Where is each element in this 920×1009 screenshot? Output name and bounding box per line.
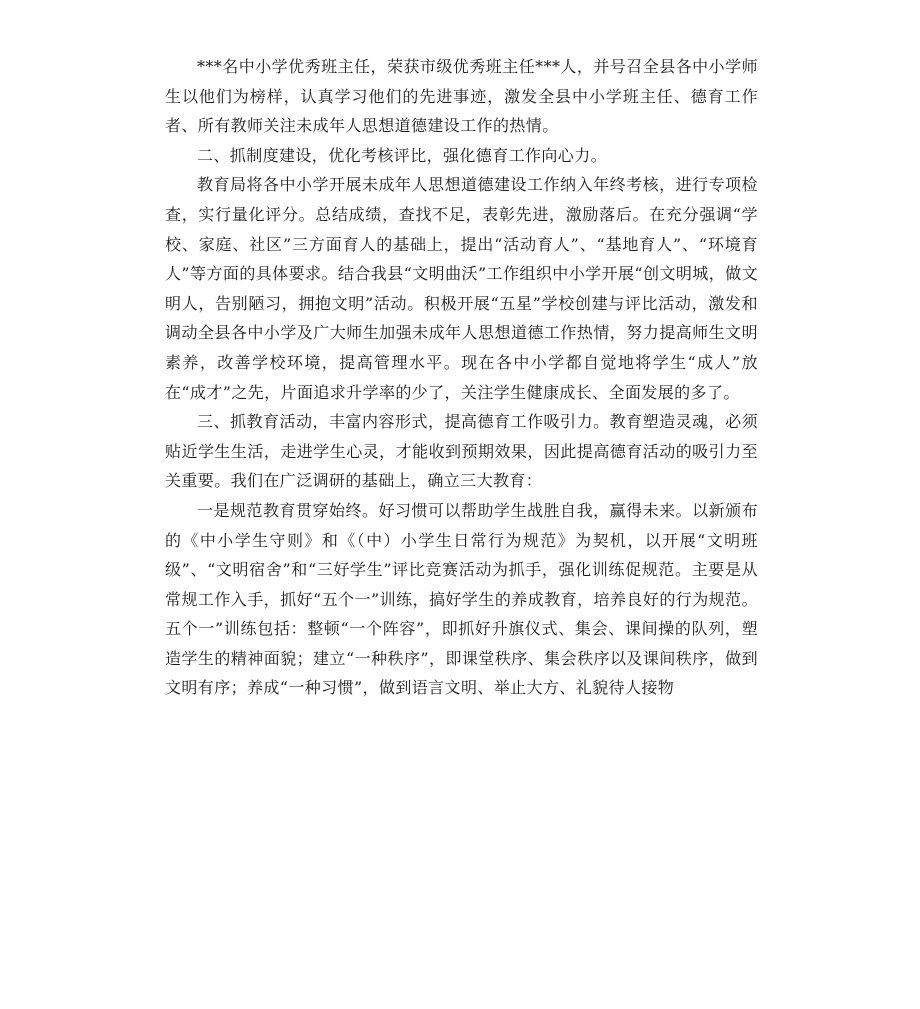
section-heading-three: 三、抓教育活动，丰富内容形式，提高德育工作吸引力。教育塑造灵魂，必须贴近学生生活，走进学生心灵，才能收到预期效果，因此提高德育活动的吸引力至关重要。我们在广泛调研的基础上，确立三大教育： (165, 412, 758, 491)
paragraph-excellent-teachers: ***名中小学优秀班主任，荣获市级优秀班主任***人，并号召全县各中小学师生以他们为榜样，认真学习他们的先进事迹，激发全县中小学班主任、德育工作者、所有教师关注未成年人思想道德建设工作的热情。 (165, 57, 758, 136)
section-heading-two: 二、抓制度建设，优化考核评比，强化德育工作向心力。 (197, 145, 608, 165)
paragraph-assessment: 教育局将各中小学开展未成年人思想道德建设工作纳入年终考核，进行专项检查，实行量化评分。总结成绩，查找不足，表彰先进，激励落后。在充分强调“学校、家庭、社区”三方面育人的基础上，提出“活动育人”、“基地育人”、“环境育人”等方面的具体要求。结合我县“文明曲沃”工作组织中小学开展“创文明城，做文明人，告别陋习，拥抱文明”活动。积极开展“五星”学校创建与评比活动，激发和调动全县各中小学及广大师生加强未成年人思想道德工作热情，努力提高师生文明素养，改善学校环境，提高管理水平。现在各中小学都自觉地将学生“成人”放在“成才”之先，片面追求升学率的少了，关注学生健康成长、全面发展的多了。 (165, 175, 758, 402)
document-page (165, 52, 758, 703)
paragraph-norms-education: 一是规范教育贯穿始终。好习惯可以帮助学生战胜自我，赢得未来。以新颁布的《中小学生守则》和《（中）小学生日常行为规范》为契机，以开展“文明班级”、“文明宿舍”和“三好学生”评比竞赛活动为抓手，强化训练促规范。主要是从常规工作入手，抓好“五个一”训练，搞好学生的养成教育，培养良好的行为规范。五个一”训练包括：整顿“一个阵容”，即抓好升旗仪式、集会、课间操的队列，塑造学生的精神面貌；建立“一种秩序”，即课堂秩序、集会秩序以及课间秩序，做到文明有序；养成“一种习惯”，做到语言文明、举止大方、礼貌待人接物 (165, 500, 758, 698)
